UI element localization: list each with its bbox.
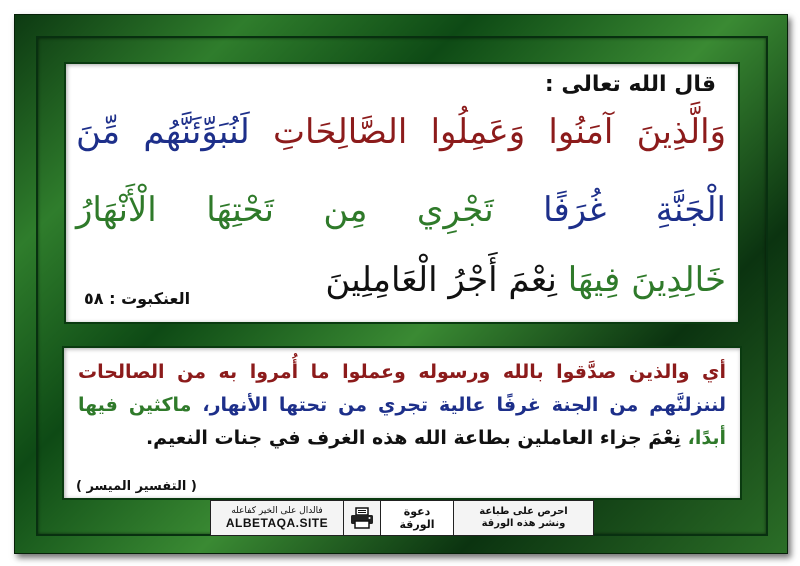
logo-top-text: دعوة — [403, 505, 431, 518]
verse-segment: الْجَنَّةِ غُرَفًا — [493, 190, 727, 230]
verse-line-2 — [76, 188, 726, 232]
print-note — [454, 501, 593, 535]
verse-panel — [64, 62, 740, 324]
verse-segment: خَالِدِينَ فِيهَا — [556, 260, 726, 300]
site-link[interactable]: ALBETAQA.SITE — [225, 516, 329, 530]
dawah-logo — [381, 501, 454, 535]
tafsir-line-3 — [78, 422, 726, 455]
logo-bottom-text: الورقة — [399, 518, 435, 531]
site-block — [211, 501, 344, 535]
verse-segment: لَنُبَوِّئَنَّهُم مِّنَ — [76, 112, 250, 152]
tafsir-panel — [62, 346, 742, 500]
footer-bar — [210, 500, 594, 536]
tafsir-segment: أي والذين صدَّقوا بالله ورسوله وعملوا ما أُمروا به من الصالحات — [78, 361, 726, 383]
tafsir-segment: أبدًا، — [681, 427, 726, 449]
print-note-line-2: ونشر هذه الورقة — [481, 518, 566, 529]
verse-line-1 — [76, 110, 726, 154]
tafsir-segment: نِعْمَ جزاء العاملين بطاعة الله هذه الغرف في جنات النعيم. — [145, 427, 682, 449]
print-note-line-1: احرص على طباعة — [479, 506, 568, 517]
printer-icon — [344, 501, 381, 535]
verse-segment: نِعْمَ أَجْرُ الْعَامِلِينَ — [325, 260, 557, 300]
tafsir-segment: لننزلنَّهم من الجنة غرفًا عالية تجري من تحتها الأنهار، — [191, 394, 726, 416]
tafsir-source: ( التفسير الميسر ) — [76, 479, 197, 494]
tafsir-line-2 — [78, 389, 726, 422]
verse-line-3 — [325, 258, 726, 302]
verse-reference: العنكبوت : ٥٨ — [84, 289, 191, 308]
site-caption: فالدال على الخير كفاعله — [231, 506, 323, 516]
tafsir-segment: ماكثين فيها — [78, 394, 192, 416]
verse-segment: وَالَّذِينَ آمَنُوا وَعَمِلُوا الصَّالِحَاتِ — [249, 112, 726, 152]
verse-heading: قال الله تعالى : — [544, 72, 716, 97]
verse-segment: تَجْرِي مِن تَحْتِهَا الْأَنْهَارُ — [76, 190, 494, 230]
tafsir-line-1 — [78, 356, 726, 389]
